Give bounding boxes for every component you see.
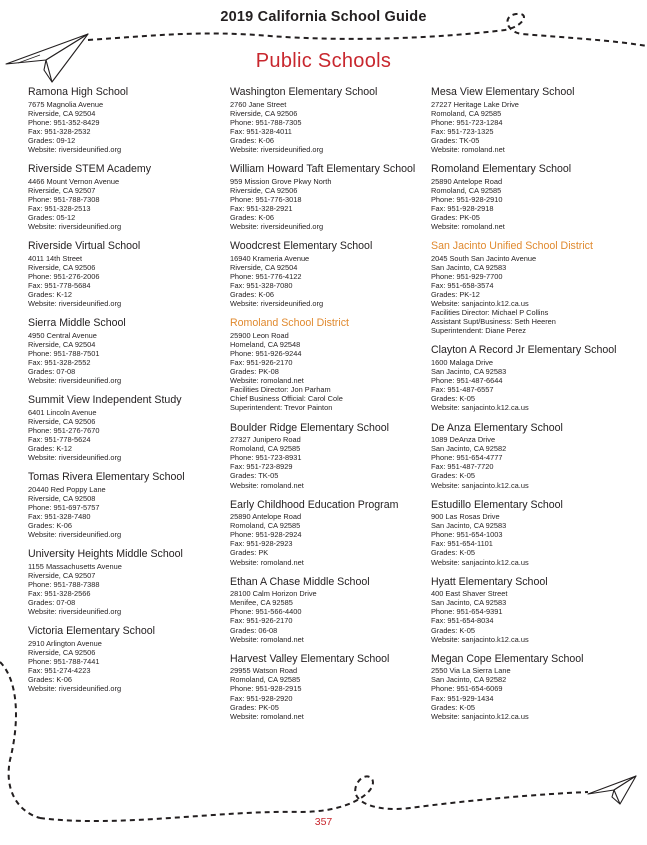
phone-line: Phone: 951-929-7700 (431, 271, 503, 281)
district-entry (431, 240, 631, 335)
address-line: 959 Mission Grove Pkwy North (230, 176, 332, 186)
address-line: San Jacinto, CA 92583 (431, 367, 507, 377)
phone-line: Phone: 951-654-6069 (431, 684, 503, 694)
grades-line: Grades: K-05 (431, 702, 475, 712)
address-line: 27227 Heritage Lake Drive (431, 99, 519, 109)
address-line: 1089 DeAnza Drive (431, 435, 496, 445)
fax-line: Fax: 951-928-2923 (230, 539, 293, 549)
website-line: Website: riversideunified.org (230, 299, 324, 309)
listing-column-2 (230, 86, 430, 730)
listing-column-3 (431, 86, 631, 730)
grades-line: Grades: 07-08 (28, 367, 76, 377)
school-entry (28, 394, 228, 462)
address-line: San Jacinto, CA 92582 (431, 444, 507, 454)
website-line: Website: riversideunified.org (28, 144, 122, 154)
school-name: Riverside Virtual School (28, 240, 141, 253)
address-line: 27327 Junipero Road (230, 435, 301, 445)
address-line: Riverside, CA 92504 (28, 339, 96, 349)
grades-line: Grades: K-06 (230, 135, 274, 145)
phone-line: Phone: 951-276-7670 (28, 425, 100, 435)
website-line: Website: sanjacinto.k12.ca.us (431, 711, 529, 721)
school-entry (230, 240, 430, 308)
school-entry (431, 576, 631, 644)
fax-line: Fax: 951-778-5684 (28, 280, 91, 290)
address-line: 900 Las Rosas Drive (431, 512, 500, 522)
assistant-supt-business-line: Assistant Supt/Business: Seth Heeren (431, 317, 556, 327)
phone-line: Phone: 951-928-2910 (431, 194, 503, 204)
school-name: Megan Cope Elementary School (431, 652, 584, 665)
school-name: Ramona High School (28, 86, 129, 98)
district-entry (230, 317, 430, 412)
grades-line: Grades: K-05 (431, 471, 475, 481)
address-line: 4950 Central Avenue (28, 330, 97, 340)
website-line: Website: sanjacinto.k12.ca.us (431, 480, 529, 490)
school-name: Clayton A Record Jr Elementary School (431, 344, 617, 357)
address-line: 25900 Leon Road (230, 330, 289, 340)
address-line: 2550 Via La Sierra Lane (431, 666, 511, 676)
phone-line: Phone: 951-788-7501 (28, 348, 100, 358)
fax-line: Fax: 951-928-2920 (230, 693, 293, 703)
fax-line: Fax: 951-929-1434 (431, 693, 494, 703)
grades-line: Grades: K-05 (431, 394, 475, 404)
address-line: Homeland, CA 92548 (230, 339, 301, 349)
school-entry (431, 163, 631, 231)
school-entry (28, 471, 228, 539)
grades-line: Grades: TK-05 (431, 135, 480, 145)
address-line: San Jacinto, CA 92582 (431, 675, 507, 685)
school-entry (28, 86, 228, 154)
website-line: Website: romoland.net (230, 557, 304, 567)
address-line: Riverside, CA 92506 (230, 108, 298, 118)
grades-line: Grades: K-12 (28, 444, 72, 454)
fax-line: Fax: 951-654-1101 (431, 539, 493, 549)
address-line: 28100 Calm Horizon Drive (230, 589, 317, 599)
grades-line: Grades: 09-12 (28, 135, 76, 145)
website-line: Website: riversideunified.org (230, 144, 324, 154)
website-line: Website: romoland.net (230, 480, 304, 490)
address-line: Romoland, CA 92585 (431, 108, 502, 118)
website-line: Website: riversideunified.org (28, 453, 122, 463)
address-line: Riverside, CA 92506 (28, 416, 96, 426)
school-name: Riverside STEM Academy (28, 163, 152, 176)
address-line: 25890 Antelope Road (431, 176, 503, 186)
fax-line: Fax: 951-328-2566 (28, 589, 91, 599)
grades-line: Grades: PK (230, 548, 269, 558)
phone-line: Phone: 951-928-2915 (230, 684, 302, 694)
address-line: Riverside, CA 92504 (28, 108, 96, 118)
grades-line: Grades: PK-12 (431, 290, 480, 299)
school-name: University Heights Middle School (28, 548, 183, 561)
phone-line: Phone: 951-352-8429 (28, 117, 100, 127)
phone-line: Phone: 951-276-2006 (28, 271, 100, 281)
grades-line: Grades: K-06 (230, 212, 274, 222)
grades-line: Grades: K-06 (28, 521, 72, 531)
fax-line: Fax: 951-328-2532 (28, 126, 91, 136)
address-line: Riverside, CA 92506 (28, 262, 96, 272)
address-line: 1600 Malaga Drive (431, 357, 494, 367)
address-line: 2910 Arlington Avenue (28, 638, 102, 648)
fax-line: Fax: 951-723-8929 (230, 462, 293, 472)
website-line: Website: sanjacinto.k12.ca.us (431, 299, 529, 309)
district-name: Romoland School District (230, 317, 349, 330)
address-line: Riverside, CA 92506 (28, 648, 96, 658)
website-line: Website: sanjacinto.k12.ca.us (431, 634, 529, 644)
grades-line: Grades: PK-08 (230, 367, 279, 377)
website-line: Website: romoland.net (230, 711, 304, 721)
phone-line: Phone: 951-776-3018 (230, 194, 302, 204)
school-name: Early Childhood Education Program (230, 498, 399, 511)
school-name: Woodcrest Elementary School (230, 240, 373, 253)
address-line: Riverside, CA 92506 (230, 185, 298, 195)
school-name: Boulder Ridge Elementary School (230, 421, 389, 434)
address-line: San Jacinto, CA 92583 (431, 262, 507, 272)
school-name: Harvest Valley Elementary School (230, 652, 390, 665)
address-line: Riverside, CA 92508 (28, 493, 96, 503)
phone-line: Phone: 951-654-4777 (431, 453, 503, 463)
school-entry (28, 548, 228, 616)
phone-line: Phone: 951-776-4122 (230, 271, 302, 281)
fax-line: Fax: 951-654-8034 (431, 616, 494, 626)
address-line: 25890 Antelope Road (230, 512, 302, 522)
address-line: 2045 South San Jacinto Avenue (431, 253, 537, 263)
grades-line: Grades: 07-08 (28, 598, 76, 608)
school-entry (431, 344, 631, 412)
address-line: 16940 Krameria Avenue (230, 253, 310, 263)
grades-line: Grades: K-06 (28, 675, 72, 685)
fax-line: Fax: 951-328-2513 (28, 203, 91, 213)
school-entry (431, 653, 631, 721)
school-entry (230, 499, 430, 567)
fax-line: Fax: 951-328-4011 (230, 126, 292, 136)
fax-line: Fax: 951-328-2552 (28, 357, 91, 367)
school-entry (230, 653, 430, 721)
phone-line: Phone: 951-654-1003 (431, 530, 503, 540)
phone-line: Phone: 951-926-9244 (230, 348, 302, 358)
facilities-director-line: Facilities Director: Jon Parham (230, 385, 331, 395)
fax-line: Fax: 951-723-1325 (431, 126, 494, 136)
fax-line: Fax: 951-487-6557 (431, 385, 494, 395)
address-line: Riverside, CA 92504 (230, 262, 298, 272)
school-name: Estudillo Elementary School (431, 498, 563, 511)
grades-line: Grades: 06-08 (230, 625, 278, 635)
phone-line: Phone: 951-788-7388 (28, 580, 100, 590)
fax-line: Fax: 951-926-2170 (230, 616, 293, 626)
phone-line: Phone: 951-928-2924 (230, 530, 302, 540)
website-line: Website: riversideunified.org (28, 376, 122, 386)
school-entry (230, 86, 430, 154)
address-line: 4011 14th Street (28, 253, 83, 263)
fax-line: Fax: 951-926-2170 (230, 357, 293, 367)
address-line: 7675 Magnolia Avenue (28, 99, 104, 109)
website-line: Website: riversideunified.org (28, 299, 122, 309)
website-line: Website: romoland.net (230, 376, 304, 386)
fax-line: Fax: 951-658-3574 (431, 280, 494, 290)
grades-line: Grades: TK-05 (230, 471, 279, 481)
website-line: Website: sanjacinto.k12.ca.us (431, 557, 529, 567)
school-name: Victoria Elementary School (28, 625, 155, 638)
school-entry (28, 317, 228, 385)
chief-business-official-line: Chief Business Official: Carol Cole (230, 394, 343, 404)
section-title: Public Schools (255, 50, 392, 72)
website-line: Website: romoland.net (431, 222, 505, 232)
school-name: Ethan A Chase Middle School (230, 575, 370, 588)
fax-line: Fax: 951-328-7480 (28, 512, 91, 522)
address-line: 2760 Jane Street (230, 99, 287, 109)
website-line: Website: romoland.net (230, 634, 304, 644)
school-name: Summit View Independent Study (28, 394, 182, 407)
website-line: Website: riversideunified.org (28, 684, 122, 694)
school-entry (28, 240, 228, 308)
fax-line: Fax: 951-328-7080 (230, 280, 293, 290)
school-entry (431, 499, 631, 567)
address-line: Romoland, CA 92585 (230, 521, 301, 531)
address-line: 29955 Watson Road (230, 666, 298, 676)
guide-title: 2019 California School Guide (220, 9, 427, 25)
address-line: Riverside, CA 92507 (28, 570, 96, 580)
fax-line: Fax: 951-487-7720 (431, 462, 494, 472)
fax-line: Fax: 951-928-2918 (431, 203, 494, 213)
website-line: Website: riversideunified.org (230, 222, 324, 232)
fax-line: Fax: 951-778-5624 (28, 435, 91, 445)
school-entry (431, 422, 631, 490)
facilities-director-line: Facilities Director: Michael P Collins (431, 308, 549, 318)
school-name: Hyatt Elementary School (431, 575, 548, 588)
phone-line: Phone: 951-788-7305 (230, 117, 302, 127)
superintendent-line: Superintendent: Trevor Painton (230, 403, 333, 413)
address-line: 4466 Mount Vernon Avenue (28, 176, 120, 186)
address-line: San Jacinto, CA 92583 (431, 521, 507, 531)
grades-line: Grades: PK-05 (230, 702, 279, 712)
phone-line: Phone: 951-654-9391 (431, 607, 503, 617)
address-line: 6401 Lincoln Avenue (28, 407, 97, 417)
school-name: Sierra Middle School (28, 317, 126, 330)
address-line: 400 East Shaver Street (431, 589, 508, 599)
school-listing (0, 86, 647, 796)
school-entry (431, 86, 631, 154)
district-name: San Jacinto Unified School District (431, 240, 593, 253)
school-entry (230, 163, 430, 231)
grades-line: Grades: K-06 (230, 290, 274, 299)
superintendent-line: Superintendent: Diane Perez (431, 326, 526, 336)
phone-line: Phone: 951-788-7308 (28, 194, 100, 204)
website-line: Website: riversideunified.org (28, 530, 122, 540)
page-number: 357 (314, 816, 333, 828)
grades-line: Grades: K-05 (431, 625, 475, 635)
phone-line: Phone: 951-566-4400 (230, 607, 302, 617)
school-name: Mesa View Elementary School (431, 86, 575, 98)
fax-line: Fax: 951-274-4223 (28, 666, 91, 676)
address-line: Romoland, CA 92585 (431, 185, 502, 195)
school-entry (230, 422, 430, 490)
address-line: Romoland, CA 92585 (230, 675, 301, 685)
address-line: Romoland, CA 92585 (230, 444, 301, 454)
website-line: Website: romoland.net (431, 144, 505, 154)
school-name: Washington Elementary School (230, 86, 378, 98)
phone-line: Phone: 951-723-8931 (230, 453, 302, 463)
grades-line: Grades: K-12 (28, 290, 72, 299)
address-line: Menifee, CA 92585 (230, 598, 293, 608)
website-line: Website: riversideunified.org (28, 222, 122, 232)
address-line: 1155 Massachusetts Avenue (28, 561, 122, 571)
phone-line: Phone: 951-697-5757 (28, 503, 100, 512)
website-line: Website: riversideunified.org (28, 607, 122, 617)
phone-line: Phone: 951-487-6644 (431, 376, 503, 386)
website-line: Website: sanjacinto.k12.ca.us (431, 403, 529, 413)
school-name: De Anza Elementary School (431, 421, 563, 434)
phone-line: Phone: 951-723-1284 (431, 117, 503, 127)
school-name: Romoland Elementary School (431, 163, 572, 176)
school-name: William Howard Taft Elementary School (230, 163, 416, 176)
phone-line: Phone: 951-788-7441 (28, 657, 100, 667)
grades-line: Grades: K-05 (431, 548, 475, 558)
school-name: Tomas Rivera Elementary School (28, 471, 185, 484)
address-line: Riverside, CA 92507 (28, 185, 96, 195)
address-line: San Jacinto, CA 92583 (431, 598, 507, 608)
school-entry (230, 576, 430, 644)
school-entry (28, 625, 228, 693)
grades-line: Grades: 05-12 (28, 212, 76, 222)
address-line: 20440 Red Poppy Lane (28, 484, 106, 494)
school-entry (28, 163, 228, 231)
listing-column-1 (28, 86, 228, 703)
grades-line: Grades: PK-05 (431, 212, 480, 222)
fax-line: Fax: 951-328-2921 (230, 203, 293, 213)
